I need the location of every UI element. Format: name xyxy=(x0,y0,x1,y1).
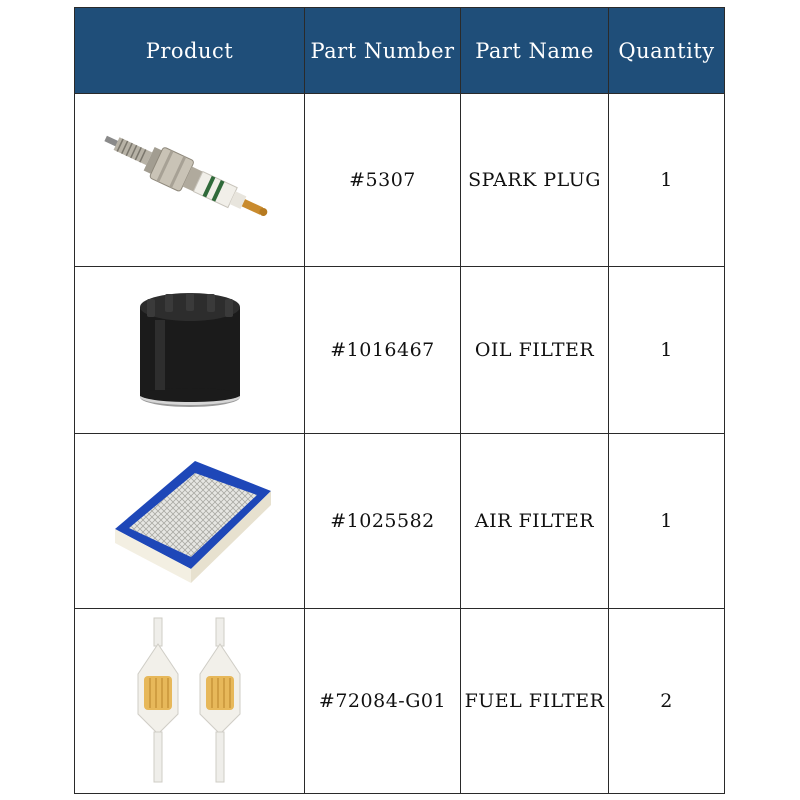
header-row xyxy=(75,8,725,94)
product-image-cell xyxy=(75,434,305,609)
header-product: Product xyxy=(75,8,305,94)
part-name: OIL FILTER xyxy=(461,267,609,434)
spark-plug-image xyxy=(90,115,290,245)
part-number: #1016467 xyxy=(305,267,461,434)
product-image-cell xyxy=(75,267,305,434)
quantity: 1 xyxy=(609,94,725,267)
fuel-filter-right xyxy=(200,618,240,782)
quantity: 2 xyxy=(609,609,725,794)
table-row xyxy=(75,609,725,794)
oil-filter-image xyxy=(125,285,255,415)
fuel-filter-image xyxy=(120,616,260,786)
quantity: 1 xyxy=(609,267,725,434)
part-name: SPARK PLUG xyxy=(461,94,609,267)
product-image-cell xyxy=(75,94,305,267)
part-name: FUEL FILTER xyxy=(461,609,609,794)
table-row xyxy=(75,434,725,609)
part-number: #72084-G01 xyxy=(305,609,461,794)
header-quantity: Quantity xyxy=(609,8,725,94)
quantity: 1 xyxy=(609,434,725,609)
part-number: #5307 xyxy=(305,94,461,267)
part-number: #1025582 xyxy=(305,434,461,609)
table-row xyxy=(75,267,725,434)
parts-table xyxy=(74,7,725,794)
header-part-name: Part Name xyxy=(461,8,609,94)
header-part-number: Part Number xyxy=(305,8,461,94)
table-row xyxy=(75,94,725,267)
part-name: AIR FILTER xyxy=(461,434,609,609)
air-filter-image xyxy=(95,451,285,591)
product-image-cell xyxy=(75,609,305,794)
fuel-filter-left xyxy=(138,618,178,782)
